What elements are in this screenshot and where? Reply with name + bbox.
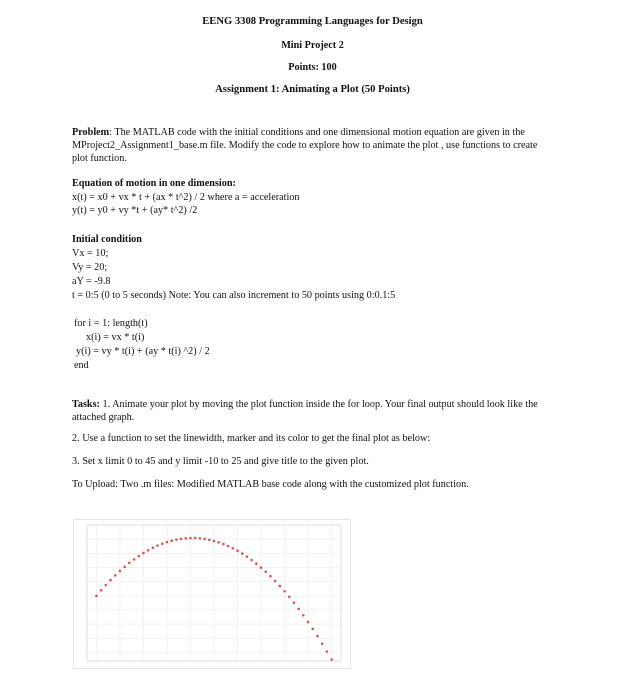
problem-paragraph <box>72 126 552 165</box>
data-point <box>288 596 291 599</box>
upload-note: To Upload: Two .m files: Modified MATLAB base code along with the customized plot function. <box>72 479 469 490</box>
data-point <box>241 552 244 555</box>
data-point <box>170 539 173 542</box>
data-point <box>232 547 235 550</box>
initial-ay: aY = -9.8 <box>72 276 111 287</box>
equation-y: y(t) = y0 + vy *t + (ay* t^2) /2 <box>72 205 198 216</box>
data-point <box>269 575 272 578</box>
data-point <box>123 566 126 569</box>
data-point <box>203 538 206 541</box>
equation-x: x(t) = x0 + vx * t + (ax * t^2) / 2 where a = acceleration <box>72 192 300 203</box>
data-point <box>152 547 155 550</box>
data-point <box>105 584 108 587</box>
data-point <box>100 589 103 592</box>
data-point <box>208 539 211 542</box>
task-1 <box>72 398 552 424</box>
data-point <box>316 635 319 638</box>
problem-text: : The MATLAB code with the initial conditions and one dimensional motion equation are given in the MProject2_Assignment1_base.m file. Modify the code to explore how to animate the plot , use functions to create plot function. <box>72 127 538 164</box>
data-point <box>147 549 150 552</box>
data-point <box>166 541 169 544</box>
data-point <box>297 608 300 611</box>
assignment-title: Assignment 1: Animating a Plot (50 Points) <box>215 84 410 95</box>
data-point <box>283 590 286 593</box>
data-point <box>330 658 333 661</box>
data-point <box>175 538 178 541</box>
task-1-text: 1. Animate your plot by moving the plot function inside the for loop. Your final output should look like the attached graph. <box>72 399 538 423</box>
data-point <box>326 650 329 653</box>
data-point <box>161 542 164 545</box>
code-for-line: for i = 1: length(t) <box>74 318 148 329</box>
course-title: EENG 3308 Programming Languages for Design <box>202 16 423 27</box>
data-point <box>180 538 183 541</box>
data-point <box>217 541 220 544</box>
data-point <box>307 621 310 624</box>
data-point <box>137 555 140 558</box>
data-point <box>156 544 159 547</box>
code-y-line: y(i) = vy * t(i) + (ay * t(i) ^2) / 2 <box>76 346 210 357</box>
data-point <box>255 562 258 565</box>
data-point <box>279 585 282 588</box>
data-point <box>311 628 314 631</box>
data-point <box>109 579 112 582</box>
tasks-label: Tasks: <box>72 399 100 410</box>
code-x-line: x(i) = vx * t(i) <box>86 332 145 343</box>
task-2: 2. Use a function to set the linewidth, marker and its color to get the final plot as below: <box>72 433 431 444</box>
data-point <box>302 614 305 617</box>
data-point <box>114 574 117 577</box>
data-point <box>184 537 187 540</box>
data-point <box>264 570 267 573</box>
data-point <box>213 540 216 543</box>
data-point <box>236 549 239 552</box>
data-point <box>199 537 202 540</box>
equation-heading: Equation of motion in one dimension: <box>72 178 236 189</box>
trajectory-plot <box>73 519 351 669</box>
data-point <box>128 562 131 565</box>
data-point <box>321 642 324 645</box>
data-point <box>142 552 145 555</box>
data-point <box>246 555 249 558</box>
data-point <box>227 545 230 548</box>
data-point <box>194 537 197 540</box>
initial-vy: Vy = 20; <box>72 262 108 273</box>
data-point <box>293 601 296 604</box>
data-point <box>189 537 192 540</box>
task-3: 3. Set x limit 0 to 45 and y limit -10 to 25 and give title to the given plot. <box>72 456 369 467</box>
project-title: Mini Project 2 <box>281 40 344 51</box>
points-label: Points: 100 <box>288 62 337 73</box>
initial-heading: Initial condition <box>72 234 142 245</box>
data-point <box>119 570 122 573</box>
problem-label: Problem <box>72 127 110 138</box>
data-point <box>260 566 263 569</box>
data-point <box>250 559 253 562</box>
data-point <box>222 543 225 546</box>
data-point <box>95 595 98 598</box>
code-end-line: end <box>74 360 89 371</box>
data-point <box>274 580 277 583</box>
initial-vx: Vx = 10; <box>72 248 109 259</box>
initial-t: t = 0:5 (0 to 5 seconds) Note: You can also increment to 50 points using 0:0.1:5 <box>72 290 396 301</box>
data-point <box>133 558 136 561</box>
